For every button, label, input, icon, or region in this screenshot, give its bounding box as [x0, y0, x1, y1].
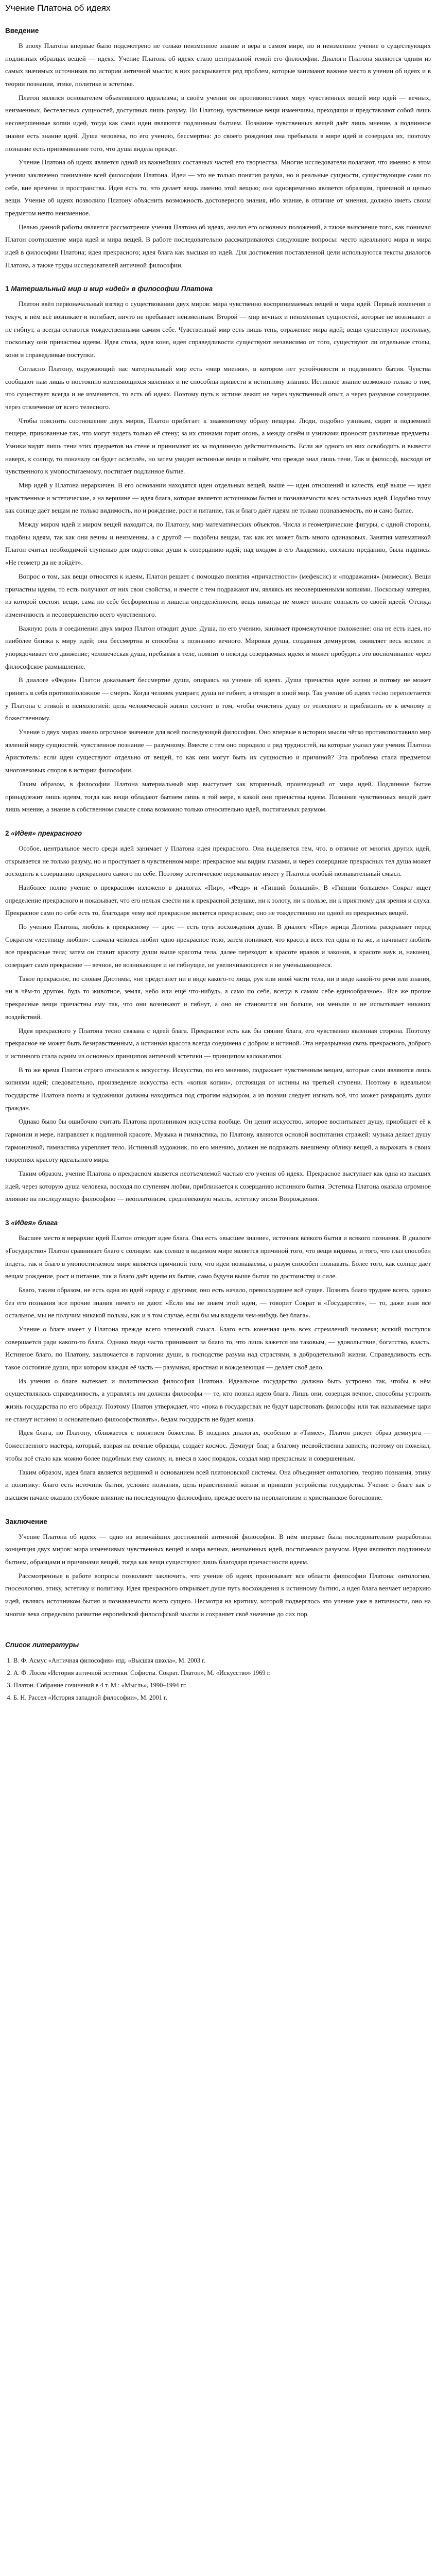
paragraph: Учение Платона об идеях — одно из величайших достижений античной философии. В нём впервые была последовательно разработана концепция двух миров: мира изменчивых чувственных вещей и мира вечных, неизменных идей, постигаемых разумом. Идеи являются подлинным бытием, образцами и причинами вещей, тогда как вещи существуют лишь благодаря причастности идеям.	[5, 1532, 431, 1566]
section-number: 1	[5, 285, 11, 293]
paragraph: Из учения о благе вытекает и политическая философия Платона. Идеальное государство должно быть устроено так, чтобы в нём осуществлялась справедливость, а управлять им должны философы — те, кто познал идею блага. Лишь они, созерцая вечное, способны устроить жизнь государства по его образцу. Поэтому Платон утверждает, что «пока в государствах не будут царствовать философы или так называемые цари не станут истинно и основательно философствовать», бедам государств не будет конца.	[5, 1377, 431, 1423]
section-number: 2	[5, 829, 11, 837]
paragraph: Вопрос о том, как вещи относятся к идеям, Платон решает с помощью понятия «причастности» (мефексис) и «подражания» (мимесис). Вещи причастны идеям, то есть получают от них свои свойства, и вместе с тем подражают им, являясь их несовершенными копиями. Поскольку материя, из которой состоят вещи, сама по себе бесформенна и лишена определённости, вещь никогда не может вполне совпасть со своей идеей. Отсюда изменчивость и несовершенство всего чувственного.	[5, 572, 431, 618]
paragraph: Согласно Платону, окружающий нас материальный мир есть «мир мнения», в котором нет устойчивости и подлинного бытия. Чувства сообщают нам лишь о постоянно изменяющихся явлениях и не способны привести к истинному знанию. Истинное знание возможно только о том, что существует всегда и не изменяется, то есть об идеях. Поэтому путь к истине лежит не через чувственный опыт, а через разумное созерцание, через отвлечение от всего телесного.	[5, 364, 431, 411]
paragraph: Мир идей у Платона иерархичен. В его основании находятся идеи отдельных вещей, выше — идеи отношений и качеств, ещё выше — идеи нравственные и эстетические, а на вершине — идея блага, которая является источником бытия и познаваемости всех остальных идей. Подобно тому как солнце даёт вещам не только видимость, но и рождение, рост и питание, так и благо даёт идеям не только познаваемость, но и само бытие.	[5, 481, 431, 515]
document-body	[5, 27, 431, 1704]
section-heading	[5, 1219, 431, 1227]
paragraph: По учению Платона, любовь к прекрасному — эрос — есть путь восхождения души. В диалоге «Пир» жрица Диотима раскрывает перед Сократом «лестницу любви»: сначала человек любит одно прекрасное тело, затем понимает, что красота всех тел одна и та же, и начинает любить все прекрасные тела; затем он ставит красоту души выше красоты тела, далее переходит к красоте нравов и законов, к красоте наук и, наконец, созерцает само прекрасное — вечное, не возникающее и не гибнущее, не увеличивающееся и не уменьшающееся.	[5, 923, 431, 969]
paragraph: Таким образом, в философии Платона материальный мир выступает как вторичный, производный от мира идей. Подлинное бытие принадлежит лишь идеям, тогда как вещи обладают бытием лишь в той мере, в какой они причастны идеям. Познание чувственных вещей даёт лишь мнение, а знание в собственном смысле слова возможно только относительно идей, постигаемых разумом.	[5, 779, 431, 814]
paragraph: Однако было бы ошибочно считать Платона противником искусства вообще. Он ценит искусство, которое воспитывает душу, приобщает её к гармонии и мере, направляет к подлинной красоте. Музыка и гимнастика, по Платону, являются основой воспитания стражей: музыка делает душу гармоничной, гимнастика укрепляет тело. Истинный художник, по его мнению, должен не подражать внешнему облику вещей, а выражать в своих творениях красоту идеального мира.	[5, 1117, 431, 1164]
reference-item: 1. В. Ф. Асмус «Античная философия» изд. «Высшая школа», М. 2003 г.	[13, 1655, 431, 1667]
paragraph: В то же время Платон строго относился к искусству. Искусство, по его мнению, подражает чувственным вещам, которые сами являются лишь копиями идей; следовательно, произведение искусства есть «копия копии», отстоящая от истины на третьей ступени. Поэтому в идеальном государстве Платона поэты и художники должны находиться под строгим надзором, а из поэзии следует изгнать всё, что может развращать души граждан.	[5, 1065, 431, 1112]
reference-item: 2. А. Ф. Лосев «История античной эстетики. Софисты. Сократ. Платон», М. «Искусство» 1969 г.	[13, 1667, 431, 1680]
paragraph: Благо, таким образом, не есть одна из идей наряду с другими; оно есть начало, превосходящее всё сущее. Познать благо труднее всего, однако без его познания все прочие знания ничего не дают. «Если мы не знаем этой идеи, — говорит Сократ в «Государстве», — то, даже зная всё остальное, мы не получим никакой пользы, как и в том случае, если бы мы владели чем-нибудь без блага».	[5, 1285, 431, 1319]
section-heading	[5, 829, 431, 837]
paragraph: Учение о благе имеет у Платона прежде всего этический смысл. Благо есть конечная цель всех стремлений человека; всякий поступок совершается ради какого-то блага. Однако люди часто принимают за благо то, что лишь кажется им таковым, — удовольствие, богатство, власть. Истинное благо, по Платону, заключается в гармонии души, в господстве разума над страстями, в добродетельной жизни. Справедливость есть такое состояние души, при котором каждая её часть — разумная, яростная и вожделеющая — делает своё дело.	[5, 1325, 431, 1371]
conclusion-section	[5, 1518, 431, 1621]
paragraph: Рассмотренные в работе вопросы позволяют заключить, что учение об идеях пронизывает все области философии Платона: онтологию, гносеологию, этику, эстетику и политику. Идея прекрасного открывает душе путь восхождения к истинному бытию, а идея блага венчает иерархию идей, являясь источником бытия и познаваемости всего сущего. Несмотря на критику, которой подверглось это учение уже в античности, оно на многие века определило развитие европейской философской мысли и сохраняет своё значение до сих пор.	[5, 1571, 431, 1618]
references-heading: Список литературы	[5, 1641, 79, 1649]
paragraph: Между миром идей и миром вещей находится, по Платону, мир математических объектов. Числа и геометрические фигуры, с одной стороны, подобны идеям, так как они вечны и неизменны, а с другой — подобны вещам, так как их может быть много одинаковых. Занятия математикой Платон считал необходимой ступенью для подготовки души к созерцанию идей; над входом в его Академию, согласно преданию, была надпись: «Не геометр да не войдёт».	[5, 520, 431, 567]
paragraph: Важную роль в соединении двух миров Платон отводит душе. Душа, по его учению, занимает промежуточное положение: она не есть идея, но наиболее близка к миру идей; она бессмертна и способна к познанию вечного. Мировая душа, созданная демиургом, оживляет весь космос и упорядочивает его движение; человеческая душа, пребывая в теле, помнит о некогда созерцаемых идеях и может пробудить это воспоминание через философское размышление.	[5, 624, 431, 670]
section-1	[5, 285, 431, 816]
section-number: 3	[5, 1219, 11, 1227]
paragraph: Идея прекрасного у Платона тесно связана с идеей блага. Прекрасное есть как бы сияние блага, его чувственно явленная сторона. Поэтому прекрасное не может быть безнравственным, а истинная красота всегда соединена с добром и истиной. Эта неразрывная связь прекрасного, доброго и истинного стала одним из основных принципов античной эстетики — принципом калокагатии.	[5, 1026, 431, 1060]
paragraph: Целью данной работы является рассмотрение учения Платона об идеях, анализ его основных положений, а также выяснение того, как понимал Платон соотношение мира идей и мира вещей. В работе последовательно рассматриваются следующие вопросы: место идеального мира и мира идей в философии Платона; идея прекрасного; идея блага как высшая из идей. Для достижения поставленной цели используются тексты диалогов Платона, а также труды исследователей античной философии.	[5, 223, 431, 269]
paragraph: Чтобы пояснить соотношение двух миров, Платон прибегает к знаменитому образу пещеры. Люди, подобно узникам, сидят в подземной пещере, прикованные так, что могут видеть только её стену; за их спинами горит огонь, а между огнём и узниками проносят различные предметы. Узники видят лишь тени этих предметов на стене и принимают их за подлинную действительность. Если же одного из них освободить и вывести наверх, к солнцу, то поначалу он будет ослеплён, но затем увидит истинные вещи и поймёт, что прежде знал лишь тени. Так и философ, восходя от чувственного к умопостигаемому, постигает подлинное бытие.	[5, 416, 431, 476]
section-title-text: Материальный мир и мир «идей» в философии Платона	[11, 285, 213, 293]
paragraph: Платон ввёл первоначальный взгляд о существовании двух миров: мира чувственно воспринимаемых вещей и мира идей. Первый изменчив и текуч, в нём всё возникает и погибает, ничто не пребывает неизменным. Второй — мир вечных и неизменных сущностей, которые не возникают и не гибнут, а всегда остаются тождественными самим себе. Чувственный мир есть лишь тень, отражение мира идей; вещи существуют постольку, поскольку они причастны идеям. Идея стола, идея коня, идея справедливости существуют независимо от того, существуют ли отдельные столы, кони и справедливые поступки.	[5, 300, 431, 359]
section-2	[5, 829, 431, 1206]
conclusion-heading: Заключение	[5, 1517, 47, 1526]
paragraph: Особое, центральное место среди идей занимает у Платона идея прекрасного. Она выделяется тем, что, в отличие от многих других идей, открывается не только разуму, но и проступает в чувственном мире: прекрасное мы видим глазами, и через созерцание прекрасных тел душа может восходить к созерцанию прекрасного самого по себе. Поэтому эстетическое переживание имеет у Платона особый познавательный смысл.	[5, 844, 431, 878]
document-title: Учение Платона об идеях	[5, 3, 111, 13]
references-section	[5, 1641, 431, 1704]
paragraph: Таким образом, учение Платона о прекрасном является неотъемлемой частью его учения об идеях. Прекрасное выступает как одна из высших идей, через которую душа человека, восходя по ступеням любви, приближается к созерцанию истинного бытия. Эстетика Платона оказала огромное влияние на последующую философию — неоплатонизм, средневековую мысль, эстетику эпохи Возрождения.	[5, 1170, 431, 1203]
paragraph: Высшее место в иерархии идей Платон отводит идее блага. Она есть «высшее знание», источник всякого бытия и всякого познания. В диалоге «Государство» Платон сравнивает благо с солнцем: как солнце в видимом мире является причиной того, что вещи видимы, и того, что глаз способен видеть, так и благо в умопостигаемом мире является причиной того, что идеи познаваемы, а разум способен познавать. Более того, как солнце даёт вещам рождение, рост и питание, так и благо даёт идеям их бытие, само будучи выше бытия по достоинству и силе.	[5, 1234, 431, 1280]
paragraph: Учение о двух мирах имело огромное значение для всей последующей философии. Оно впервые в истории мысли чётко противопоставило мир явлений миру сущностей, чувственное познание — разумному. Вместе с тем оно породило и ряд трудностей, на которые указал уже ученик Платона Аристотель: если идеи существуют отдельно от вещей, то как они могут быть их сущностью и причиной? Эта проблема стала предметом многовековых споров в истории философии.	[5, 728, 431, 774]
section-heading	[5, 285, 431, 293]
reference-item: 3. Платон. Собрание сочинений в 4 т. М.: «Мысль», 1990–1994 гг.	[13, 1680, 431, 1692]
paragraph: Платон являлся основателем объективного идеализма; в своём учении он противопоставил миру чувственных вещей мир идей — вечных, неизменных, бестелесных сущностей, доступных лишь разуму. По Платону, чувственные вещи изменчивы, преходящи и представляют собой лишь несовершенные копии идей, тогда как сами идеи являются подлинным бытием. Познание чувственных вещей даёт лишь мнение, а подлинное знание есть знание идей. Душа человека, по его учению, бессмертна: до своего рождения она пребывала в мире идей и созерцала их, поэтому познание есть припоминание того, что душа видела прежде.	[5, 93, 431, 152]
paragraph: В эпоху Платона впервые было подсмотрено не только неизменное знание и вера в самом мире, но и неизменное учение о существующих подлинных образцах вещей — идеях. Учение Платона об идеях стало центральной темой его философии. Диалоги Платона являются одним из самых значимых источников по истории античной мысли; в них раскрывается ряд проблем, которые занимают важное место в учении об идеях и в теории познания, этике, политике и эстетике.	[5, 42, 431, 88]
paragraph: Наиболее полно учение о прекрасном изложено в диалогах «Пир», «Федр» и «Гиппий больший». В «Гиппии большем» Сократ ищет определение прекрасного и показывает, что его нельзя свести ни к прекрасной девушке, ни к золоту, ни к пользе, ни к приятному для зрения и слуха. Прекрасное само по себе есть то, благодаря чему всё прекрасное является прекрасным; оно не тождественно ни одной из прекрасных вещей.	[5, 883, 431, 917]
paragraph: Таким образом, идея блага является вершиной и основанием всей платоновской системы. Она объединяет онтологию, теорию познания, этику и политику: благо есть источник бытия, условие познания, цель нравственной жизни и принцип устройства государства. Учение о благе как о высшем начале оказало глубокое влияние на последующую философию, прежде всего на неоплатонизм и христианское богословие.	[5, 1468, 431, 1501]
section-title-text: «Идея» прекрасного	[11, 829, 82, 837]
paragraph: Такое прекрасное, по словам Диотимы, «не предстанет ни в виде какого-то лица, рук или иной части тела, ни в виде какой-то речи или знания, ни в чём-то другом, будь то животное, земля, небо или ещё что-нибудь, а само по себе, всегда в самом себе единообразное». Все же прочие прекрасные вещи причастны ему так, что они возникают и гибнут, а оно не становится ни больше, ни меньше и не испытывает никаких воздействий.	[5, 974, 431, 1021]
paragraph: Учение Платона об идеях является одной из важнейших составных частей его творчества. Многие исследователи полагают, что именно в этом учении заключено понимание всей философии Платона. Идеи — это не только понятия разума, но и реальные сущности, существующие сами по себе, вне времени и пространства. Идея есть то, что делает вещь именно этой вещью; она одновременно является образцом, причиной и целью вещи. Учение об идеях позволило Платону объяснить возможность достоверного знания, ибо знание, в отличие от мнения, должно иметь своим предметом нечто неизменное.	[5, 158, 431, 217]
introduction-heading: Введение	[5, 27, 39, 35]
introduction-section	[5, 27, 431, 272]
section-3	[5, 1219, 431, 1504]
references-list	[5, 1655, 431, 1704]
reference-item: 4. Б. Н. Рассел «История западной философии», М. 2001 г.	[13, 1692, 431, 1704]
paragraph: В диалоге «Федон» Платон доказывает бессмертие души, опираясь на учение об идеях. Душа причастна идее жизни и потому не может принять в себя противоположное — смерть. Когда человек умирает, душа не гибнет, а отходит в иной мир. Так учение об идеях тесно переплетается у Платона с этикой и психологией: цель человеческой жизни состоит в том, чтобы очистить душу от телесного и приблизить её к вечному и божественному.	[5, 676, 431, 722]
paragraph: Идея блага, по Платону, сближается с понятием божества. В поздних диалогах, особенно в «Тимее», Платон рисует образ демиурга — божественного мастера, который, взирая на вечные образцы, создаёт космос. Демиург благ, а благому несвойственна зависть; поэтому он пожелал, чтобы всё стало как можно более подобным ему самому, и, внеся в хаос порядок, создал мир прекрасным и совершенным.	[5, 1429, 431, 1462]
section-title-text: «Идея» блага	[11, 1219, 58, 1227]
